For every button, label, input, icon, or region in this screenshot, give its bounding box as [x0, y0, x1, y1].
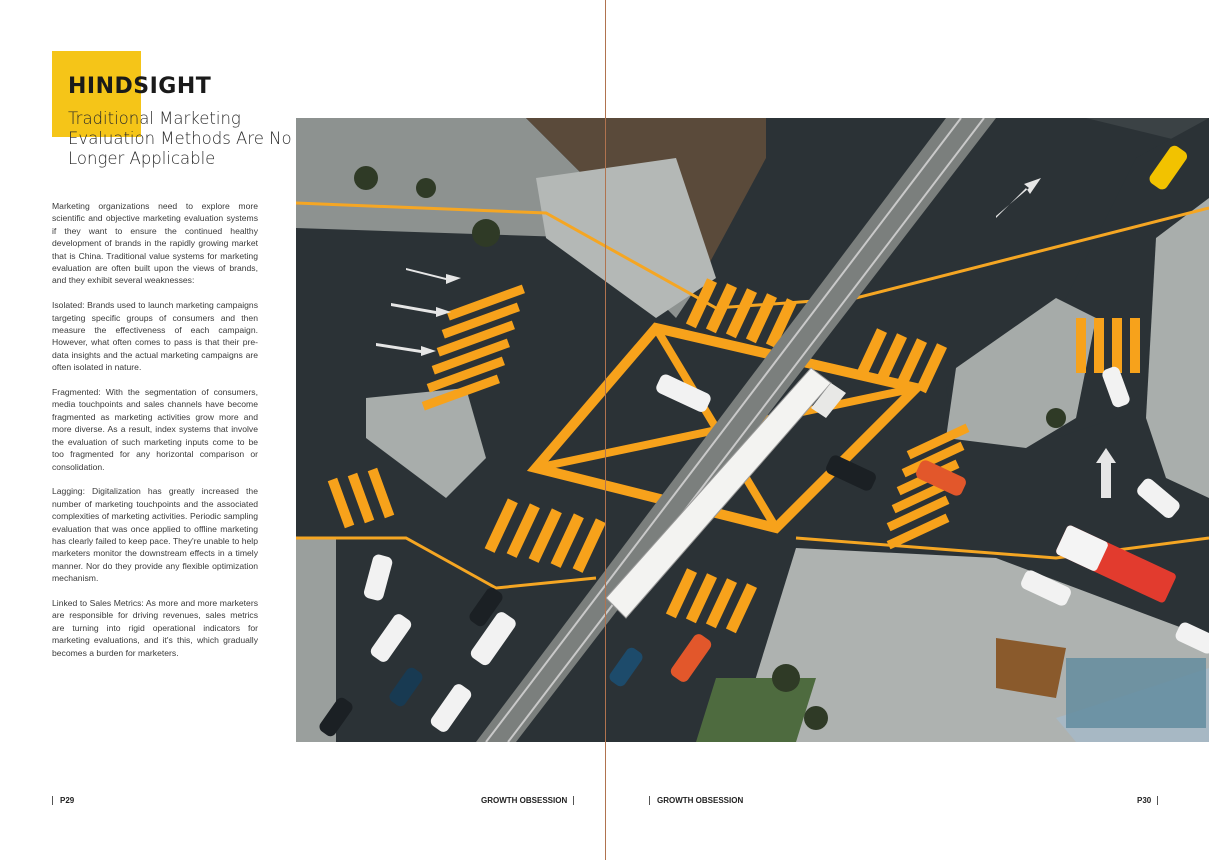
left-publication-title: GROWTH OBSESSION	[481, 796, 574, 805]
aerial-intersection-photo	[296, 118, 1209, 742]
page-spine	[605, 0, 606, 860]
paragraph-lagging: Lagging: Digitalization has greatly increased the number of marketing touchpoints and the associated complexities of marketing activities. Periodic sampling evaluation that was once applied to offline marketing has clearly failed to keep pace. They're unable to help marketers monitor the downstream effects in a timely manner. Nor do they provide any flexible optimization mechanism.	[52, 486, 258, 584]
paragraph-isolated: Isolated: Brands used to launch marketing campaigns targeting specific groups of consumers and then measure the effectiveness of each campaign. However, what often comes to pass is that their pre-data insights and the actual marketing campaigns are often isolated in nature.	[52, 300, 258, 373]
right-publication-title: GROWTH OBSESSION	[649, 796, 743, 805]
paragraph-fragmented: Fragmented: With the segmentation of consumers, media touchpoints and sales channels have become fragmented as marketing activities grow more and more diverse. As a result, index systems that involve the evaluation of such marketing inputs come to be too fragmented for any horizontal comparison or consolidation.	[52, 387, 258, 472]
section-title: HINDSIGHT	[68, 74, 212, 99]
paragraph-sales-metrics: Linked to Sales Metrics: As more and more marketers are responsible for driving revenues, sales metrics are turning into rigid operational indicators for marketing evaluations, and it's this, which gradually becomes a burden for marketers.	[52, 597, 258, 658]
page-subtitle: Traditional Marketing Evaluation Methods Are No Longer Applicable	[68, 109, 292, 168]
body-text	[52, 200, 258, 671]
left-page-number: P29	[52, 796, 74, 805]
paragraph-intro: Marketing organizations need to explore more scientific and objective marketing evaluation systems if they want to ensure the continued healthy development of brands in the rapidly growing market that is China. Traditional value systems for marketing evaluation are often built upon the views of brands, and they exhibit several weaknesses:	[52, 201, 258, 286]
right-page-number: P30	[1137, 796, 1158, 805]
aerial-intersection-illustration	[296, 118, 1209, 742]
